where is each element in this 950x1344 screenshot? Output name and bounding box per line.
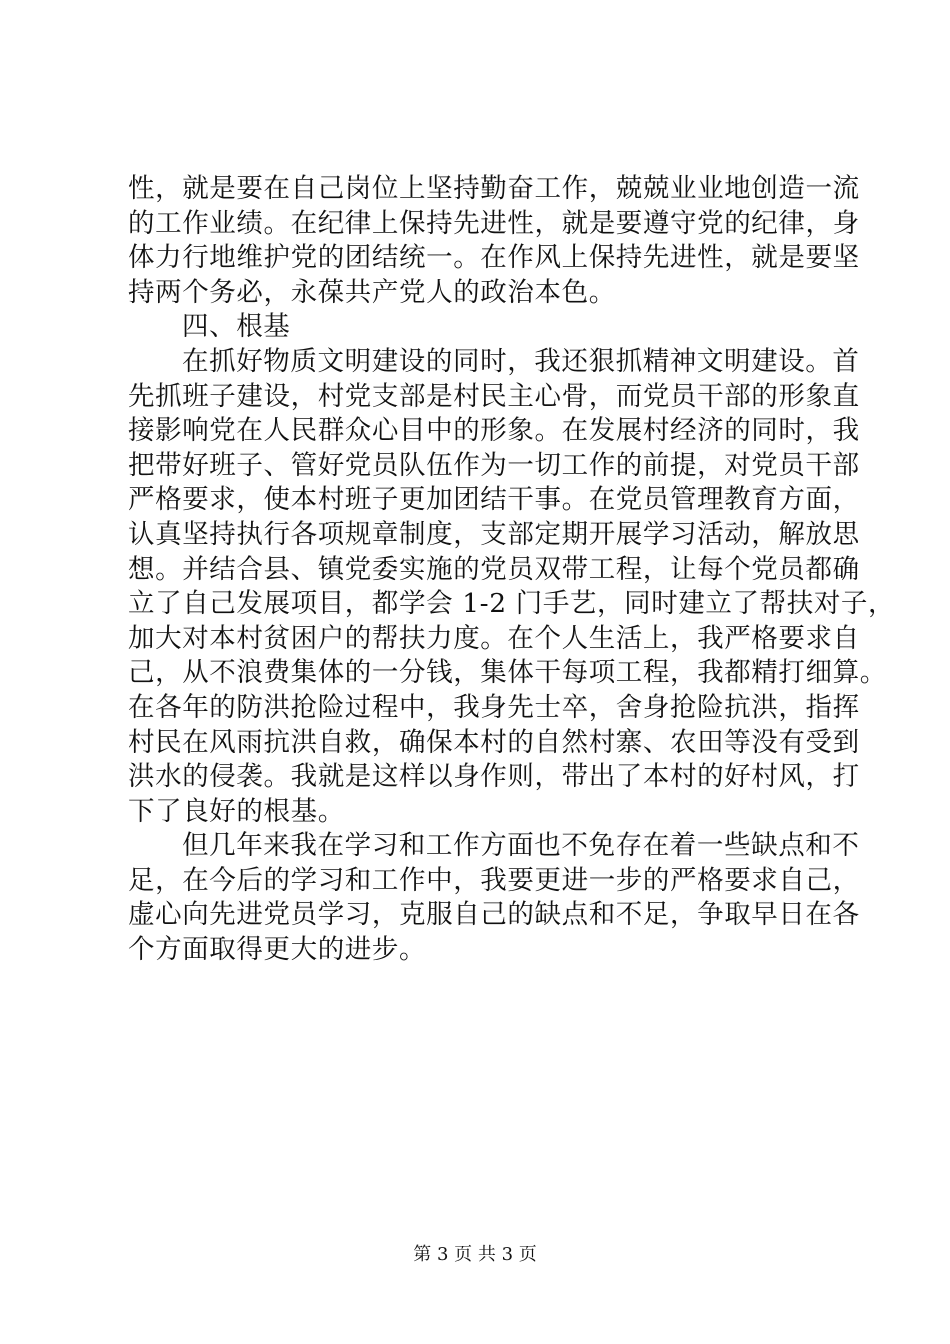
text-line: 接影响党在人民群众心目中的形象。在发展村经济的同时，我 xyxy=(128,415,860,447)
text-line: 严格要求，使本村班子更加团结干事。在党员管理教育方面， xyxy=(128,484,860,516)
text-line: 加大对本村贫困户的帮扶力度。在个人生活上，我严格要求自 xyxy=(128,622,860,654)
text-line: 先抓班子建设，村党支部是村民主心骨，而党员干部的形象直 xyxy=(128,380,860,412)
text-line: 在各年的防洪抢险过程中，我身先士卒，舍身抢险抗洪，指挥 xyxy=(128,691,860,723)
text-line: 在抓好物质文明建设的同时，我还狠抓精神文明建设。首 xyxy=(182,345,860,377)
text-line: 认真坚持执行各项规章制度，支部定期开展学习活动，解放思 xyxy=(128,518,860,550)
text-line: 但几年来我在学习和工作方面也不免存在着一些缺点和不 xyxy=(182,830,860,862)
text-line: 足，在今后的学习和工作中，我要更进一步的严格要求自己， xyxy=(128,864,860,896)
text-line: 下了良好的根基。 xyxy=(128,795,345,827)
text-line: 立了自己发展项目，都学会 1-2 门手艺，同时建立了帮扶对子， xyxy=(128,588,896,620)
text-line: 洪水的侵袭。我就是这样以身作则，带出了本村的好村风，打 xyxy=(128,761,860,793)
text-line: 虚心向先进党员学习，克服自己的缺点和不足，争取早日在各 xyxy=(128,899,860,931)
text-line: 持两个务必，永葆共产党人的政治本色。 xyxy=(128,276,616,308)
section-heading: 四、根基 xyxy=(182,311,291,343)
document-body xyxy=(128,172,896,968)
text-line: 把带好班子、管好党员队伍作为一切工作的前提，对党员干部 xyxy=(128,449,860,481)
text-line: 的工作业绩。在纪律上保持先进性，就是要遵守党的纪律，身 xyxy=(128,207,860,239)
text-line: 个方面取得更大的进步。 xyxy=(128,934,427,966)
text-line: 村民在风雨抗洪自救，确保本村的自然村寨、农田等没有受到 xyxy=(128,726,860,758)
text-line: 己，从不浪费集体的一分钱，集体干每项工程，我都精打细算。 xyxy=(128,657,887,689)
text-line: 性，就是要在自己岗位上坚持勤奋工作，兢兢业业地创造一流 xyxy=(128,173,860,204)
page-footer: 第 3 页 共 3 页 xyxy=(413,1244,537,1265)
text-line: 想。并结合县、镇党委实施的党员双带工程，让每个党员都确 xyxy=(128,553,860,585)
text-line: 体力行地维护党的团结统一。在作风上保持先进性，就是要坚 xyxy=(128,242,860,274)
